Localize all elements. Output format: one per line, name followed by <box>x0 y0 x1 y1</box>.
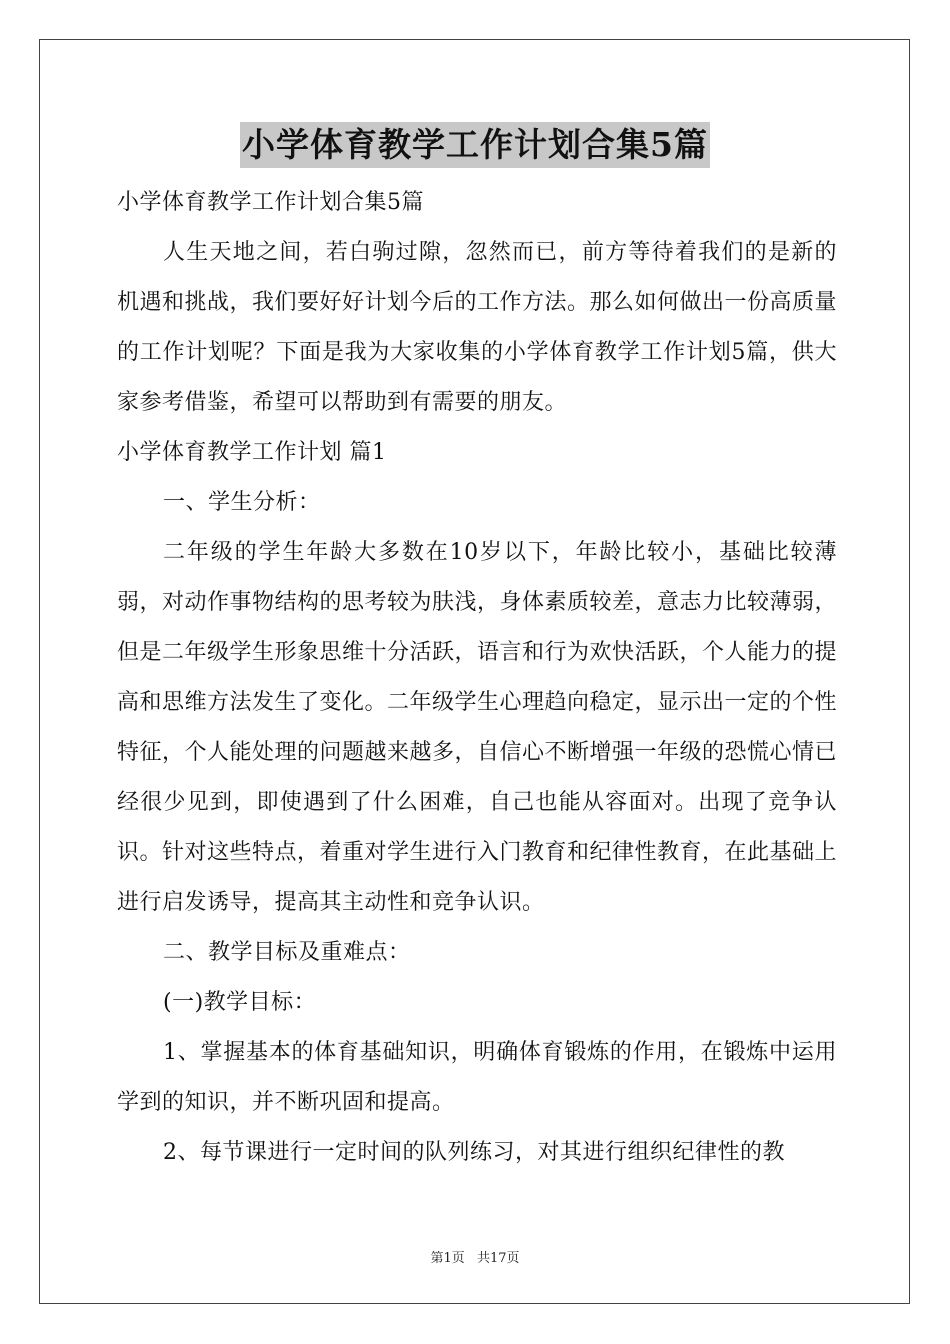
section-heading: 小学体育教学工作计划 篇1 <box>117 440 387 465</box>
document-body <box>117 178 837 1178</box>
page-total: 共17页 <box>476 1251 520 1266</box>
page-number: 第1页 <box>430 1251 465 1266</box>
paragraph: 小学体育教学工作计划合集5篇 <box>117 190 424 215</box>
paragraph: 二、教学目标及重难点： <box>163 940 411 965</box>
title-container <box>0 122 950 168</box>
paragraph: 一、学生分析： <box>163 490 321 515</box>
document-title: 小学体育教学工作计划合集5篇 <box>240 122 710 168</box>
paragraph: 二年级的学生年龄大多数在10岁以下，年龄比较小，基础比较薄弱，对动作事物结构的思考较为肤浅，身体素质较差，意志力比较薄弱，但是二年级学生形象思维十分活跃，语言和行为欢快活跃，个人能力的提高和思维方法发生了变化。二年级学生心理趋向稳定，显示出一定的个性特征，个人能处理的问题越来越多，自信心不断增强一年级的恐慌心情已经很少见到，即使遇到了什么困难，自己也能从容面对。出现了竞争认识。针对这些特点，着重对学生进行入门教育和纪律性教育，在此基础上进行启发诱导，提高其主动性和竞争认识。 <box>117 540 838 915</box>
paragraph: 2、每节课进行一定时间的队列练习，对其进行组织纪律性的教 <box>163 1140 785 1165</box>
paragraph: 人生天地之间，若白驹过隙，忽然而已，前方等待着我们的是新的机遇和挑战，我们要好好计划今后的工作方法。那么如何做出一份高质量的工作计划呢？下面是我为大家收集的小学体育教学工作计划5篇，供大家参考借鉴，希望可以帮助到有需要的朋友。 <box>117 240 838 415</box>
page-footer <box>0 1247 950 1266</box>
paragraph: (一)教学目标： <box>163 990 317 1015</box>
paragraph: 1、掌握基本的体育基础知识，明确体育锻炼的作用，在锻炼中运用学到的知识，并不断巩固和提高。 <box>117 1040 837 1115</box>
